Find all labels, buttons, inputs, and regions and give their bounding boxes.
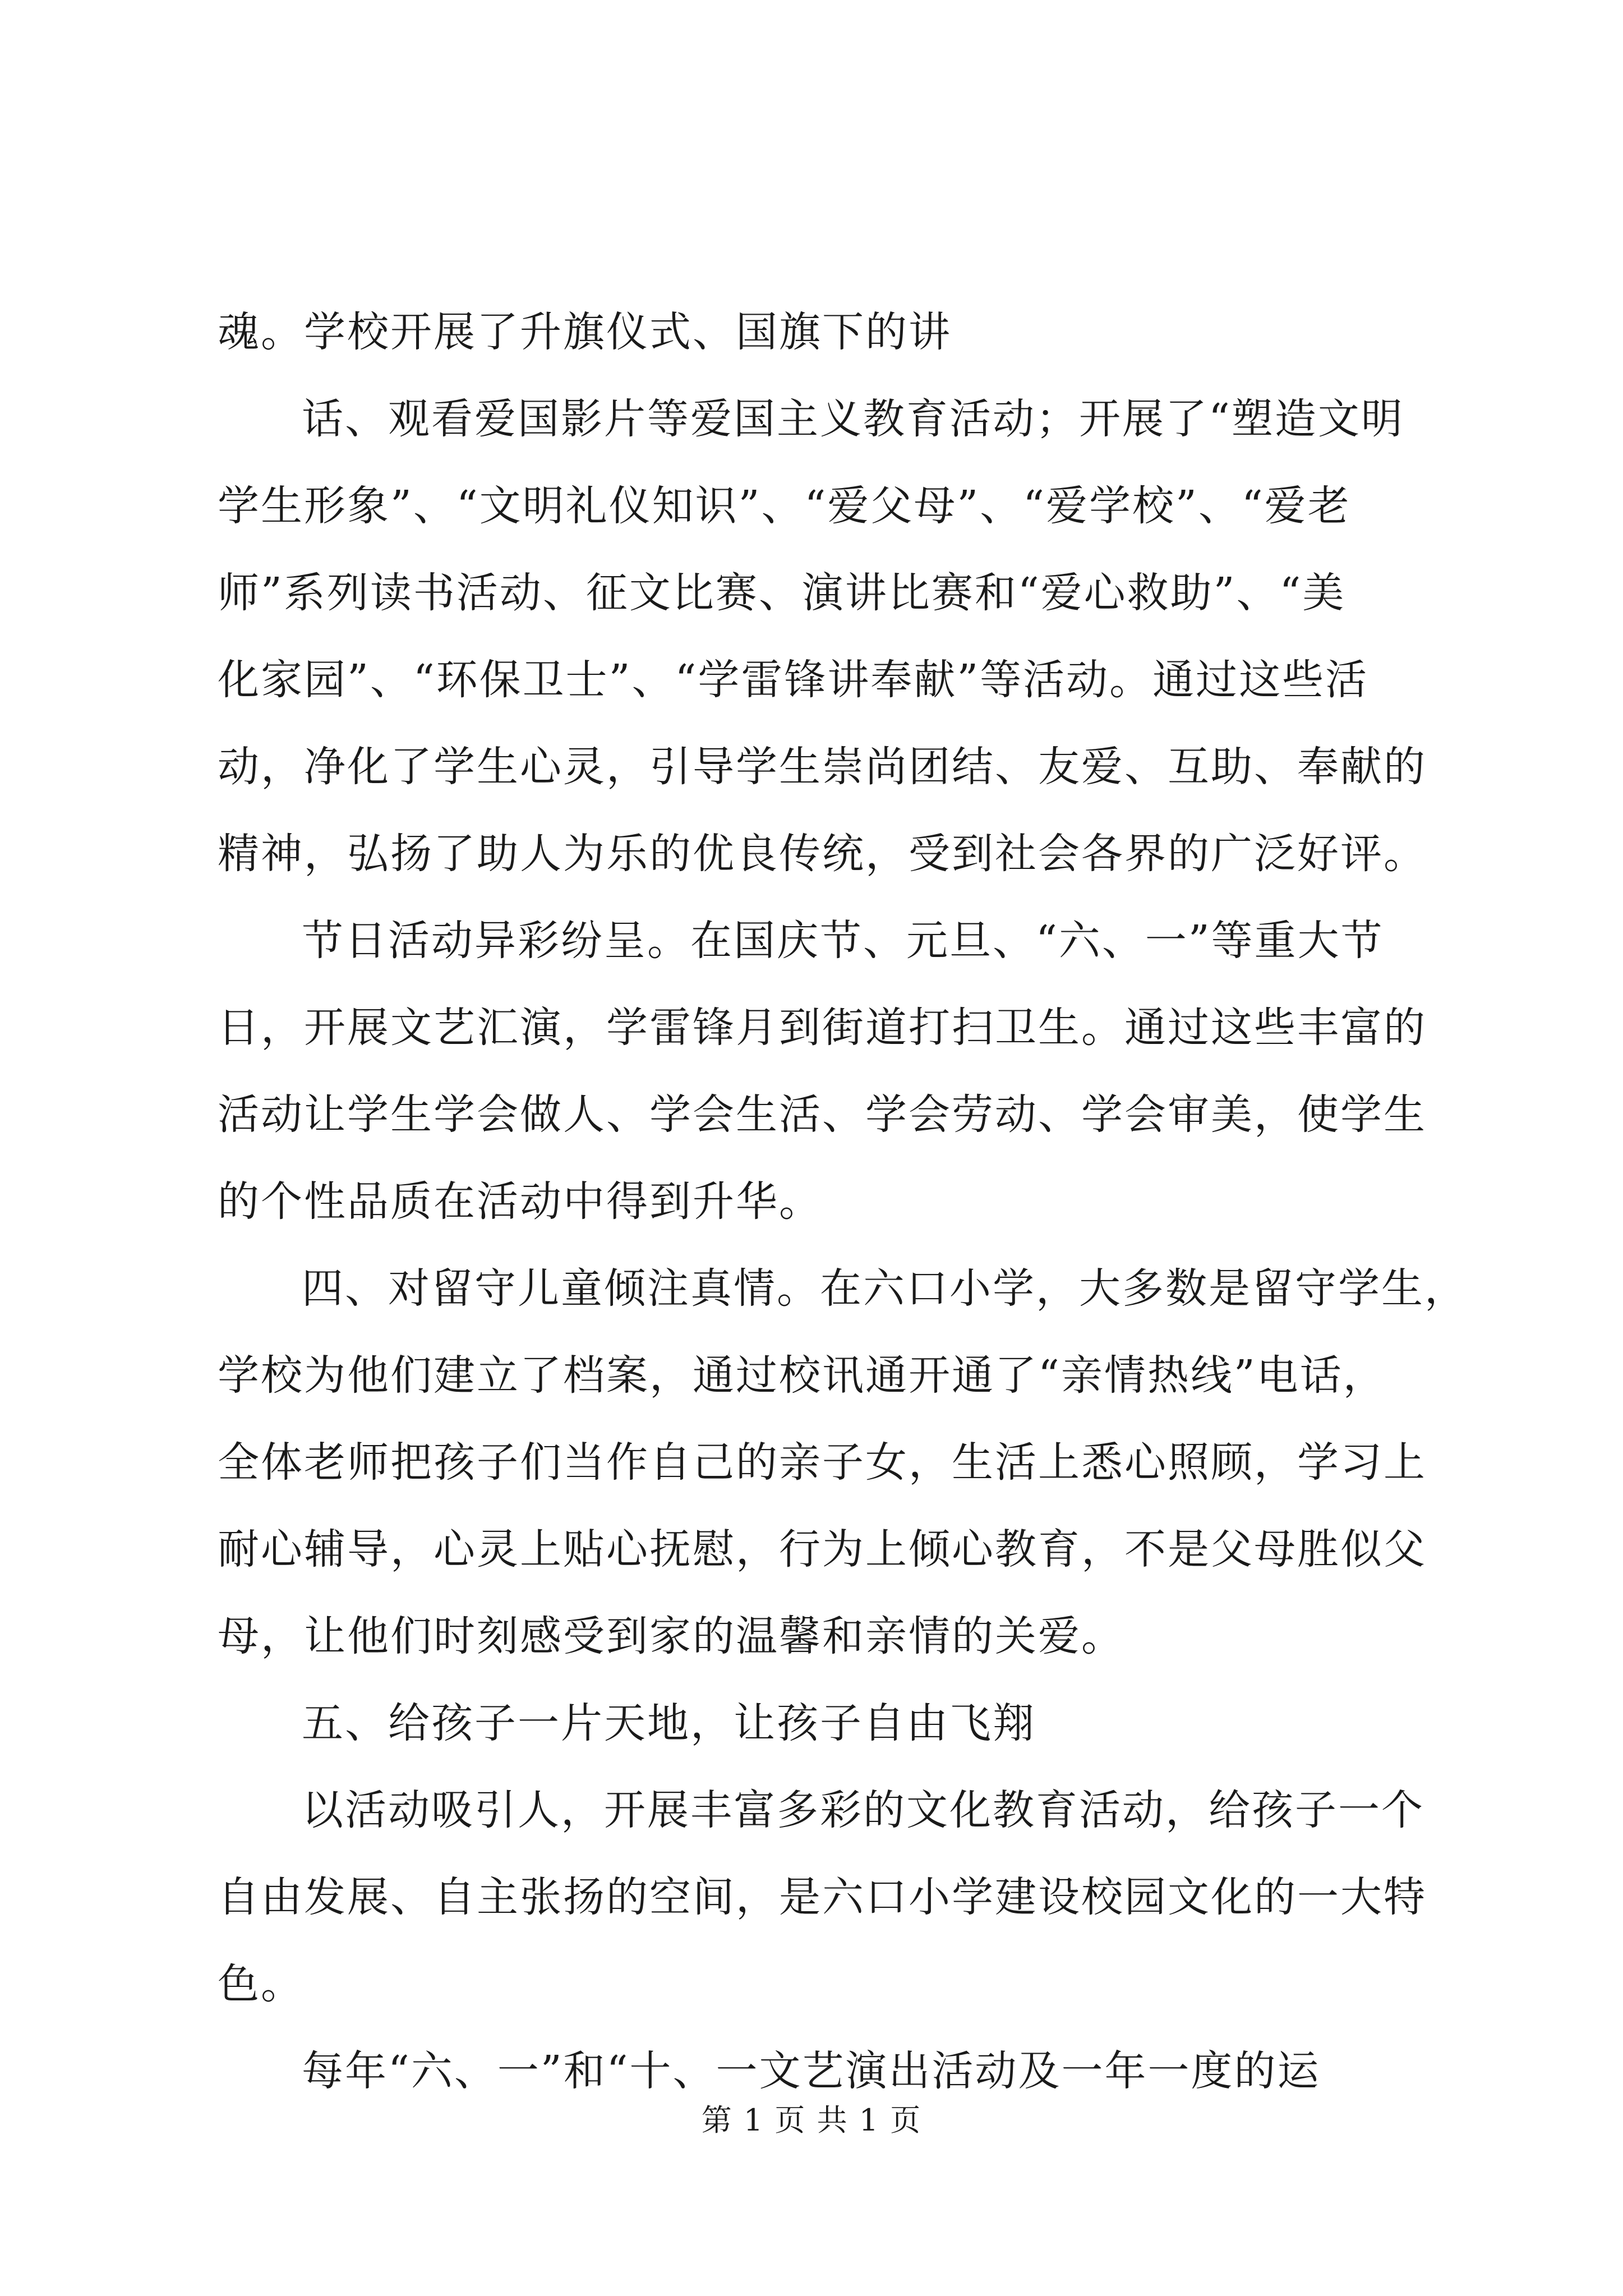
text-line: 每年“六、一”和“十、一文艺演出活动及一年一度的运 xyxy=(302,2047,1321,2095)
text-line: 自由发展、自主张扬的空间，是六口小学建设校园文化的一大特 xyxy=(218,1873,1427,1921)
text-line: 全体老师把孩子们当作自己的亲子女，生活上悉心照顾，学习上 xyxy=(218,1438,1427,1487)
text-line: 化家园”、“环保卫士”、“学雷锋讲奉献”等活动。通过这些活 xyxy=(218,656,1369,704)
document-body xyxy=(218,289,1468,2115)
text-line: 耐心辅导，心灵上贴心抚慰，行为上倾心教育，不是父母胜似父 xyxy=(218,1525,1427,1573)
text-line: 四、对留守儿童倾注真情。在六口小学，大多数是留守学生， xyxy=(302,1264,1468,1313)
text-line: 日，开展文艺汇演，学雷锋月到街道打扫卫生。通过这些丰富的 xyxy=(218,1004,1427,1052)
text-line: 节日活动异彩纷呈。在国庆节、元旦、“六、一”等重大节 xyxy=(302,917,1384,965)
text-line: 以活动吸引人，开展丰富多彩的文化教育活动，给孩子一个 xyxy=(302,1786,1424,1834)
text-line: 色。 xyxy=(218,1960,304,2008)
page-footer xyxy=(0,2101,1623,2140)
text-line: 母，让他们时刻感受到家的温馨和亲情的关爱。 xyxy=(218,1612,1124,1660)
text-line: 的个性品质在活动中得到升华。 xyxy=(218,1177,822,1226)
text-line: 学生形象”、“文明礼仪知识”、“爱父母”、“爱学校”、“爱老 xyxy=(218,482,1351,530)
text-line: 活动让学生学会做人、学会生活、学会劳动、学会审美，使学生 xyxy=(218,1091,1427,1139)
text-line: 魂。学校开展了升旗仪式、国旗下的讲 xyxy=(218,308,952,356)
text-line: 学校为他们建立了档案，通过校讯通开通了“亲情热线”电话， xyxy=(218,1351,1386,1400)
page-number: 第 1 页 共 1 页 xyxy=(701,2102,922,2138)
text-line: 精神，弘扬了助人为乐的优良传统，受到社会各界的广泛好评。 xyxy=(218,830,1427,878)
text-line: 师”系列读书活动、征文比赛、演讲比赛和“爱心救助”、“美 xyxy=(218,569,1346,617)
text-line: 话、观看爱国影片等爱国主义教育活动；开展了“塑造文明 xyxy=(302,395,1404,443)
section-heading: 五、给孩子一片天地，让孩子自由飞翔 xyxy=(302,1699,1036,1747)
text-line: 动，净化了学生心灵，引导学生崇尚团结、友爱、互助、奉献的 xyxy=(218,743,1427,791)
